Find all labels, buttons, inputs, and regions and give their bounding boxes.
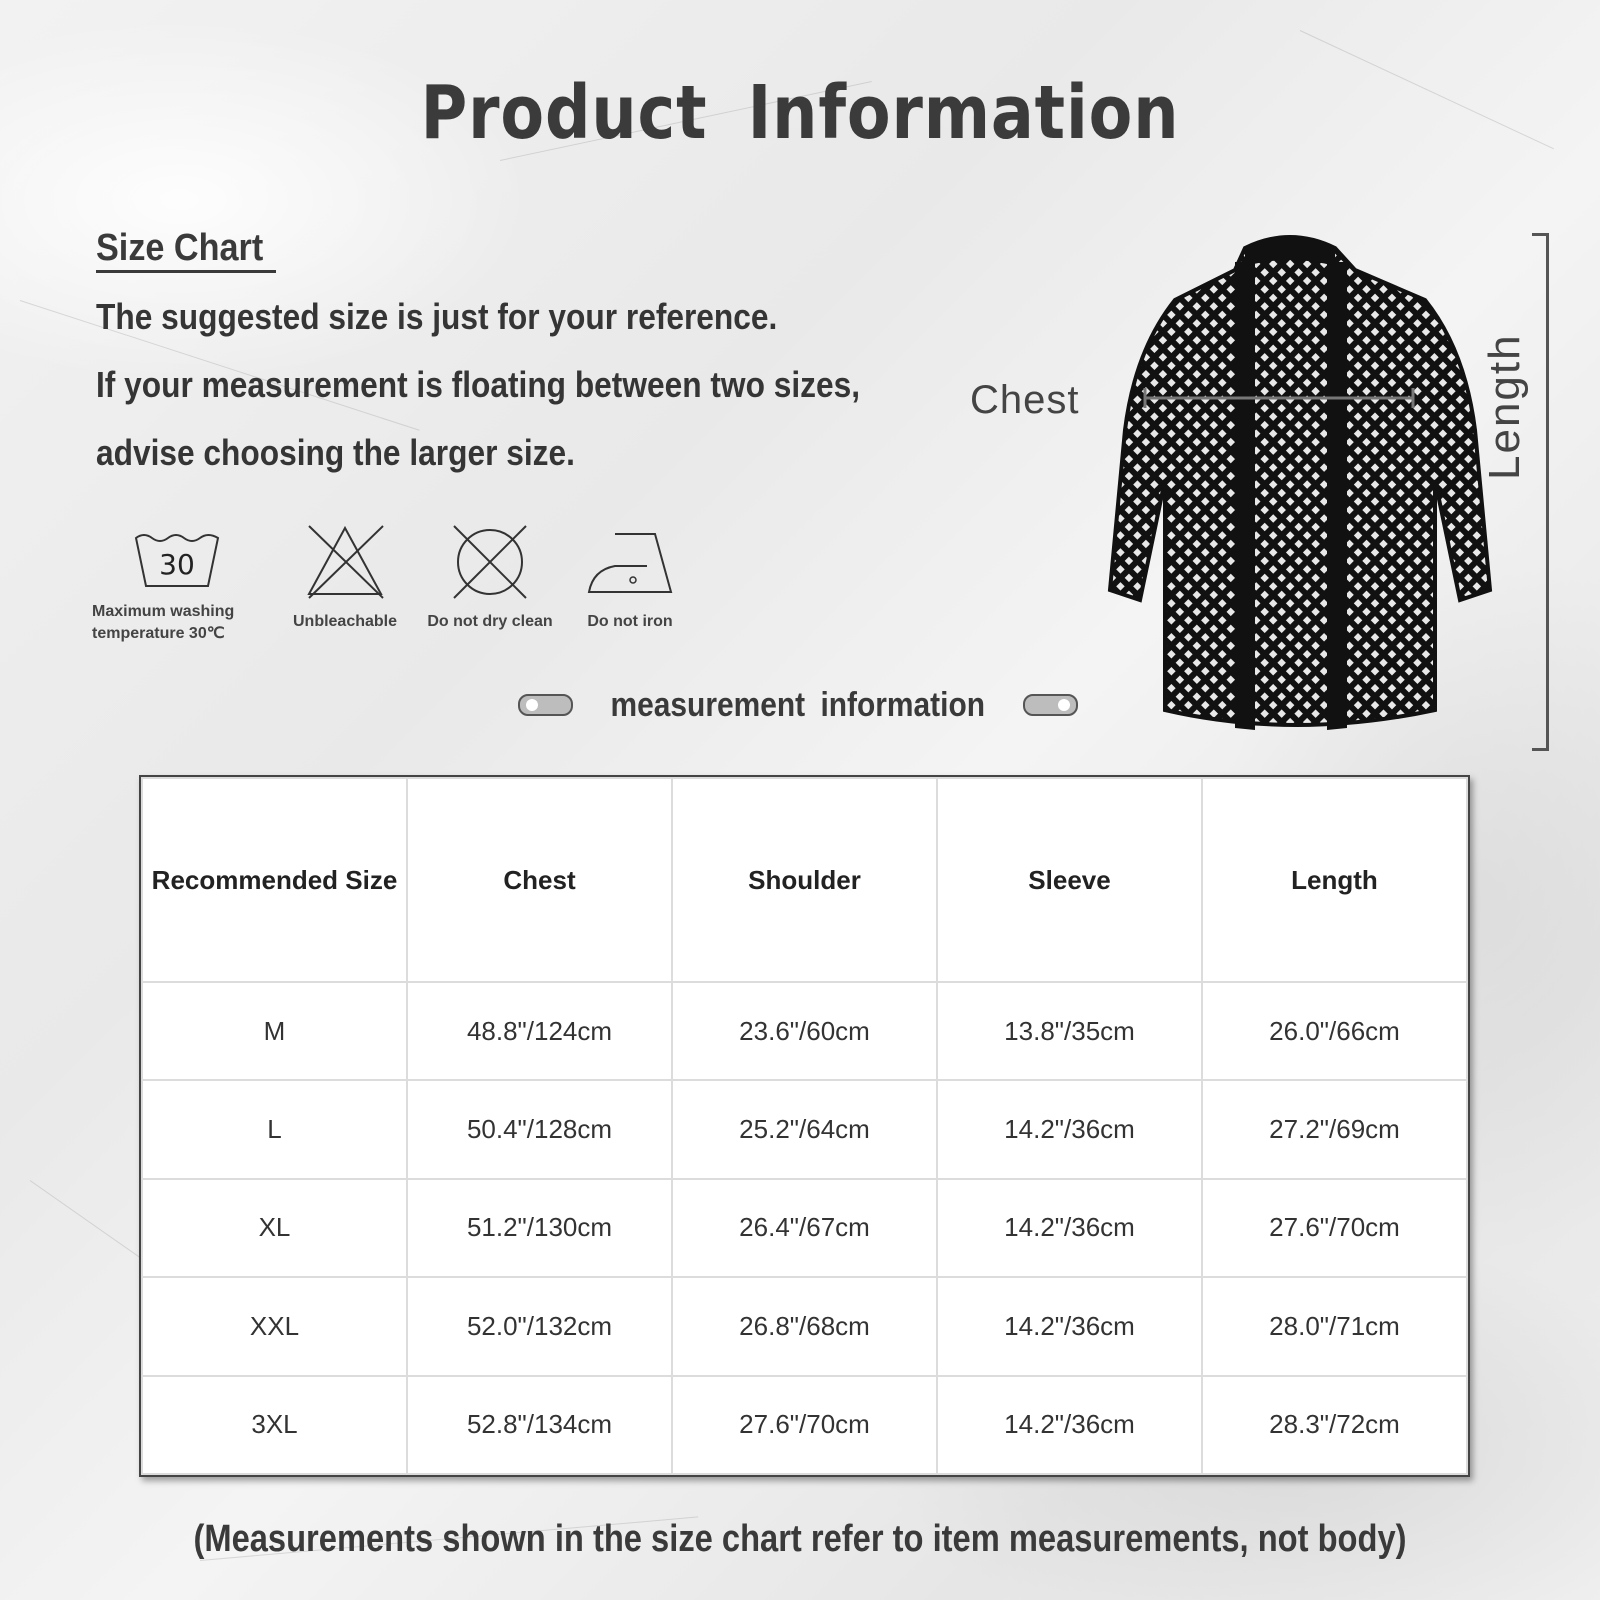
care-no-iron (565, 522, 695, 633)
chest-label: Chest (970, 378, 1080, 422)
care-label: Do not iron (587, 613, 673, 630)
table-cell: 27.6"/70cm (672, 1376, 937, 1474)
mesh-kimono-image (1095, 230, 1515, 750)
table-cell: 26.4"/67cm (672, 1179, 937, 1277)
measurement-footnote: (Measurements shown in the size chart refer to item measurements, not body) (193, 1518, 1407, 1560)
table-cell: 13.8"/35cm (937, 982, 1202, 1080)
table-cell: 50.4"/128cm (407, 1080, 672, 1178)
table-cell: 14.2"/36cm (937, 1080, 1202, 1178)
table-cell: 14.2"/36cm (937, 1376, 1202, 1474)
size-advice-line-2: If your measurement is floating between two sizes, (96, 364, 861, 405)
length-bracket (1532, 233, 1549, 751)
wash-30-icon (132, 530, 222, 590)
care-no-dry-clean (420, 522, 560, 633)
table-cell: L (142, 1080, 407, 1178)
table-row (142, 1179, 1467, 1277)
table-cell: M (142, 982, 407, 1080)
table-cell: XL (142, 1179, 407, 1277)
size-chart-heading: Size Chart (96, 226, 276, 273)
care-no-bleach (275, 522, 415, 633)
no-dry-clean-icon (448, 522, 532, 602)
header-shoulder: Shoulder (672, 778, 937, 982)
header-recommended-size: Recommended Size (142, 778, 407, 982)
decorative-pill-right (1023, 694, 1078, 716)
table-cell: 51.2"/130cm (407, 1179, 672, 1277)
care-wash-30 (92, 530, 262, 645)
table-cell: 48.8"/124cm (407, 982, 672, 1080)
page-title: Product Information (420, 70, 1180, 156)
table-row (142, 1080, 1467, 1178)
table-cell: 26.0"/66cm (1202, 982, 1467, 1080)
care-label-line: Maximum washing (92, 603, 235, 620)
table-row (142, 982, 1467, 1080)
table-cell: 25.2"/64cm (672, 1080, 937, 1178)
table-cell: 3XL (142, 1376, 407, 1474)
table-cell: 52.8"/134cm (407, 1376, 672, 1474)
size-table (139, 775, 1470, 1477)
table-cell: 28.3"/72cm (1202, 1376, 1467, 1474)
table-cell: 26.8"/68cm (672, 1277, 937, 1375)
table-cell: 52.0"/132cm (407, 1277, 672, 1375)
care-label: Unbleachable (292, 613, 398, 630)
measurement-heading-text: measurement information (610, 685, 986, 724)
table-cell: 27.6"/70cm (1202, 1179, 1467, 1277)
care-label: Do not dry clean (427, 613, 553, 630)
measurement-heading (518, 683, 1078, 727)
table-cell: 14.2"/36cm (937, 1179, 1202, 1277)
no-bleach-icon (303, 522, 387, 602)
decorative-pill-left (518, 694, 573, 716)
table-cell: XXL (142, 1277, 407, 1375)
header-chest: Chest (407, 778, 672, 982)
table-row (142, 1277, 1467, 1375)
table-cell: 14.2"/36cm (937, 1277, 1202, 1375)
size-advice-line-1: The suggested size is just for your reference. (96, 296, 778, 337)
table-header-row (142, 778, 1467, 982)
header-length: Length (1202, 778, 1467, 982)
no-iron-icon (585, 522, 675, 602)
header-sleeve: Sleeve (937, 778, 1202, 982)
size-advice-line-3: advise choosing the larger size. (96, 432, 575, 473)
svg-text:30: 30 (159, 548, 195, 581)
care-label-line: temperature 30℃ (92, 625, 225, 642)
length-label: Length (1480, 333, 1529, 480)
table-cell: 28.0"/71cm (1202, 1277, 1467, 1375)
table-cell: 27.2"/69cm (1202, 1080, 1467, 1178)
table-cell: 23.6"/60cm (672, 982, 937, 1080)
table-row (142, 1376, 1467, 1474)
